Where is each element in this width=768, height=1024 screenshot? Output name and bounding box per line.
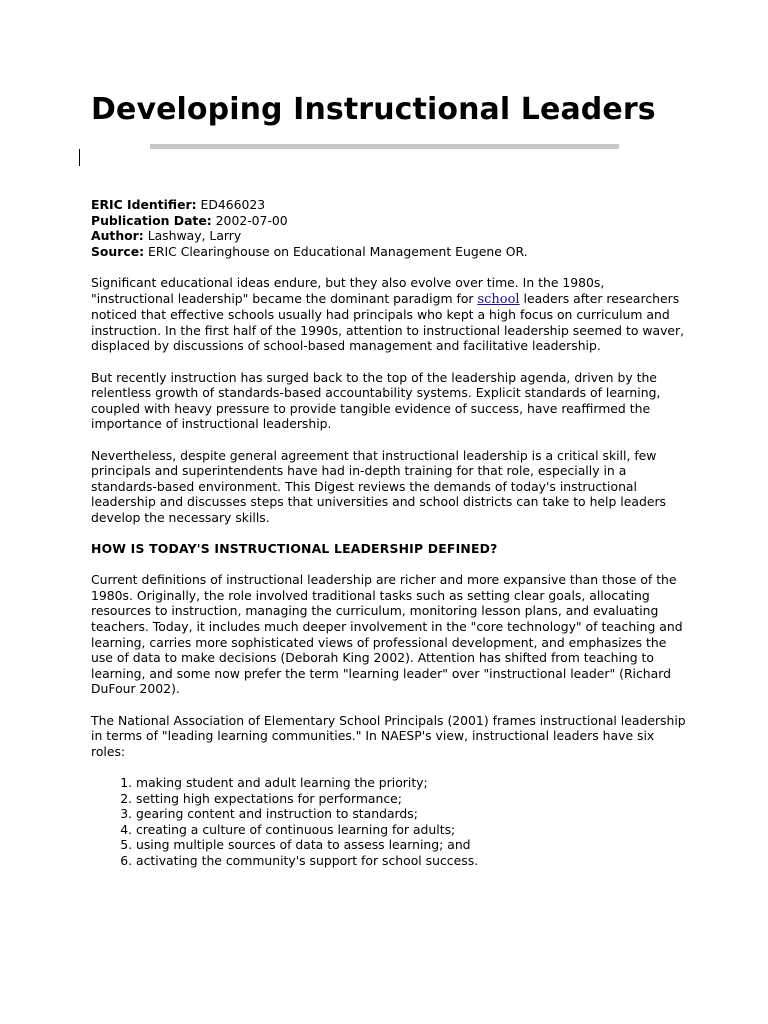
source-value: ERIC Clearinghouse on Educational Management Eugene OR.: [148, 243, 528, 259]
section-heading-definition: HOW IS TODAY'S INSTRUCTIONAL LEADERSHIP DEFINED?: [91, 541, 498, 557]
title-divider: [150, 144, 619, 149]
source-line: [91, 244, 691, 260]
document-metadata: [91, 197, 691, 259]
school-link[interactable]: school: [477, 291, 520, 307]
list-item: 6. activating the community's support for school success.: [136, 853, 691, 869]
author-line: [91, 228, 691, 244]
list-item: 5. using multiple sources of data to assess learning; and: [136, 837, 691, 853]
list-item: 1. making student and adult learning the priority;: [136, 775, 691, 791]
paragraph-intro: [91, 275, 691, 354]
roles-list: [91, 775, 691, 869]
text-cursor: [79, 149, 80, 166]
list-item: 4. creating a culture of continuous learning for adults;: [136, 822, 691, 838]
publication-date-value: 2002-07-00: [215, 212, 288, 228]
paragraph-naesp-roles: The National Association of Elementary School Principals (2001) frames instructional leadership in terms of "leading learning communities." In NAESP's view, instructional leaders have six roles:: [91, 712, 686, 759]
list-item: 3. gearing content and instruction to standards;: [136, 806, 691, 822]
paragraph-intro-text-start: Significant educational ideas endure, but they also evolve over time. In the 1980s, "instructional leadership" became the dominant paradigm for: [91, 274, 605, 306]
paragraph-current-definitions: Current definitions of instructional leadership are richer and more expansive than those of the 1980s. Originally, the role involved traditional tasks such as setting clear goals, allocating resources to instruction, managing the curriculum, monitoring lesson plans, and evaluating teachers. Today, it includes much deeper involvement in the "core technology" of teaching and learning, carries more sophisticated views of professional development, and emphasizes the use of data to make decisions (Deborah King 2002). Attention has shifted from teaching to learning, and some now prefer the term "learning leader" over "instructional leader" (Richard DuFour 2002).: [91, 572, 683, 697]
author-label: Author:: [91, 228, 144, 244]
paragraph-digest-purpose: Nevertheless, despite general agreement that instructional leadership is a critical skill, few principals and superintendents have had in-depth training for that role, especially in a standards-based environment. This Digest reviews the demands of today's instructional leadership and discusses steps that universities and school districts can take to help leaders develop the necessary skills.: [91, 447, 666, 525]
eric-identifier-line: [91, 197, 691, 213]
publication-date-line: [91, 213, 691, 229]
paragraph-intro-text-end: leaders after researchers noticed that effective schools usually had principals who kept a high focus on curriculum and instruction. In the first half of the 1990s, attention to instructional leadership seemed to waver, displaced by discussions of school-based management and facilitative leadership.: [91, 290, 685, 354]
source-label: Source:: [91, 243, 145, 259]
document-body: [91, 197, 691, 869]
author-value: Lashway, Larry: [147, 228, 242, 244]
page-title: Developing Instructional Leaders: [91, 92, 656, 127]
eric-identifier-value: ED466023: [200, 197, 266, 212]
publication-date-label: Publication Date:: [91, 212, 212, 228]
list-item: 2. setting high expectations for performance;: [136, 791, 691, 807]
eric-identifier-label: ERIC Identifier:: [91, 197, 197, 212]
paragraph-resurgence: But recently instruction has surged back to the top of the leadership agenda, driven by the relentless growth of standards-based accountability systems. Explicit standards of learning, coupled with heavy pressure to provide tangible evidence of success, have reaffirmed the importance of instructional leadership.: [91, 369, 661, 432]
